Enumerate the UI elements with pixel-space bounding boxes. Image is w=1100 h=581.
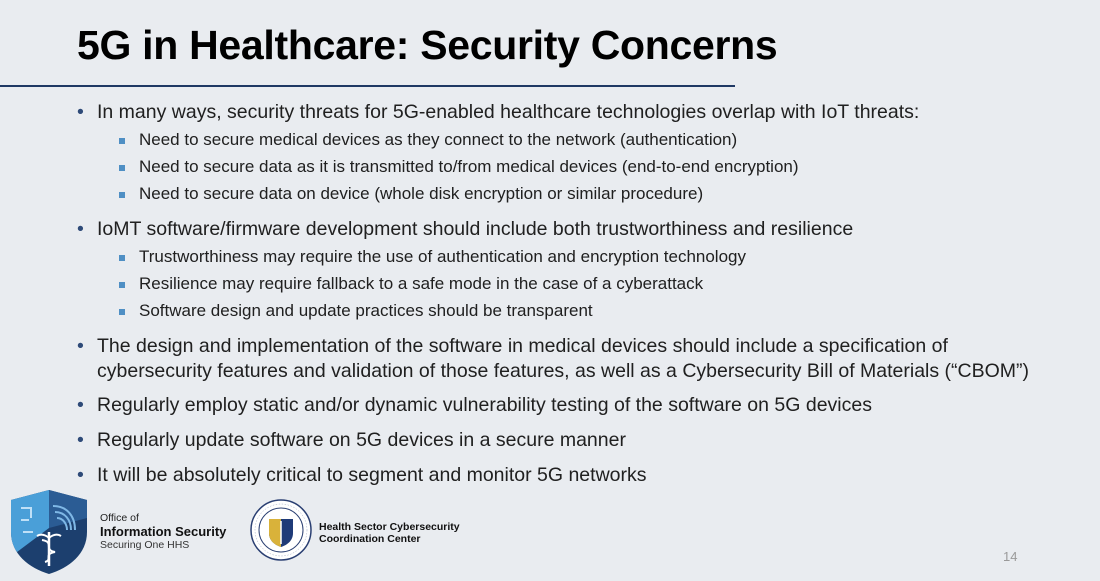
bullet-iot-threats: • In many ways, security threats for 5G-enabled healthcare technologies overlap with IoT threats: — [97, 98, 919, 126]
bullet-segment-monitor: • It will be absolutely critical to segment and monitor 5G networks — [97, 461, 647, 489]
bullet-cbom-line1: • The design and implementation of the software in medical devices should include a specification of — [97, 332, 948, 360]
hc3-line2: Coordination Center — [319, 533, 421, 545]
ois-office-of: Office of — [100, 512, 139, 524]
ois-wordmark — [100, 512, 226, 551]
sub-bullet-disk-encryption: Need to secure data on device (whole disk encryption or similar procedure) — [139, 182, 703, 206]
slide-title: 5G in Healthcare: Security Concerns — [77, 22, 778, 68]
bullet-update-software: • Regularly update software on 5G devices in a secure manner — [97, 426, 626, 454]
ois-shield-logo-icon — [9, 488, 89, 576]
sub-bullet-encryption: Need to secure data as it is transmitted to/from medical devices (end-to-end encryption) — [139, 155, 799, 179]
hc3-line1: Health Sector Cybersecurity — [319, 521, 460, 533]
sub-bullet-resilience: Resilience may require fallback to a safe mode in the case of a cyberattack — [139, 272, 703, 296]
hc3-wordmark — [319, 521, 460, 545]
bullet-iomt-development: • IoMT software/firmware development should include both trustworthiness and resilience — [97, 215, 853, 243]
sub-bullet-trustworthiness: Trustworthiness may require the use of authentication and encryption technology — [139, 245, 746, 269]
sub-bullet-transparency: Software design and update practices should be transparent — [139, 299, 593, 323]
sub-bullet-authentication: Need to secure medical devices as they connect to the network (authentication) — [139, 128, 737, 152]
bullet-cbom-line2: cybersecurity features and validation of those features, as well as a Cybersecurity Bill of Materials (“CBOM”) — [97, 360, 1030, 382]
page-number: 14 — [1003, 549, 1018, 564]
ois-information-security: Information Security — [100, 524, 227, 539]
ois-tagline: Securing One HHS — [100, 539, 190, 551]
hhs-seal-icon — [250, 499, 312, 561]
bullet-vulnerability-testing: • Regularly employ static and/or dynamic vulnerability testing of the software on 5G devices — [97, 391, 872, 419]
title-underline — [0, 85, 735, 87]
slide-footer — [0, 485, 1100, 581]
